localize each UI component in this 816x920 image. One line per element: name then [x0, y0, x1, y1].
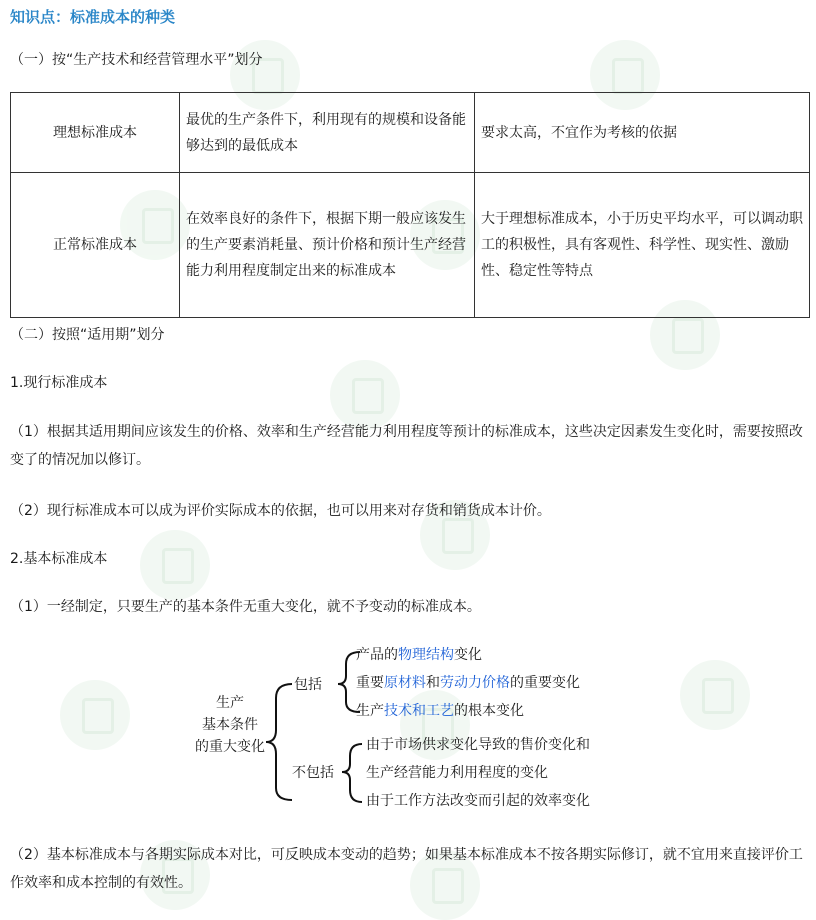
paragraph: （1）一经制定，只要生产的基本条件无重大变化，就不予变动的标准成本。: [10, 599, 481, 615]
item-text: 生产: [356, 703, 384, 719]
item-text: 和: [426, 675, 440, 691]
table-cell-name: 正常标准成本: [11, 173, 180, 318]
section-heading-1: （一）按“生产技术和经营管理水平”划分: [10, 52, 263, 68]
item-highlight: 原材料: [384, 675, 426, 691]
exclude-brace: [342, 744, 362, 802]
item-text: 产品的: [356, 647, 398, 663]
diagram-root-line: 基本条件: [202, 717, 258, 733]
table-cell-name: 理想标准成本: [11, 93, 180, 173]
diagram-root-line: 生产: [216, 695, 244, 711]
item-highlight: 劳动力价格: [440, 675, 510, 691]
exclude-item: 由于工作方法改变而引起的效率变化: [366, 793, 590, 809]
include-item: [356, 699, 524, 723]
include-item: [356, 671, 580, 695]
item-text: 重要: [356, 675, 384, 691]
subheading-basic: 2.基本标准成本: [10, 551, 108, 567]
subheading-current: 1.现行标准成本: [10, 375, 108, 391]
page-title: 知识点：标准成本的种类: [10, 8, 176, 26]
item-highlight: 技术和工艺: [384, 703, 454, 719]
exclude-label: 不包括: [292, 765, 334, 781]
paragraph: （2）现行标准成本可以成为评价实际成本的依据，也可以用来对存货和销货成本计价。: [10, 503, 551, 519]
table-cell-feature: 要求太高，不宜作为考核的依据: [475, 93, 810, 173]
exclude-item: 由于市场供求变化导致的售价变化和: [366, 737, 590, 753]
exclude-item: 生产经营能力利用程度的变化: [366, 765, 548, 781]
section-heading-2: （二）按照“适用期”划分: [10, 327, 165, 343]
include-item: [356, 643, 482, 667]
paragraph: （2）基本标准成本与各期实际成本对比，可反映成本变动的趋势；如果基本标准成本不按各期实际修订，就不宜用来直接评价工作效率和成本控制的有效性。: [10, 847, 803, 891]
include-label: 包括: [294, 677, 322, 693]
item-text: 的重要变化: [510, 675, 580, 691]
item-highlight: 物理结构: [398, 647, 454, 663]
diagram-root-line: 的重大变化: [195, 739, 265, 755]
paragraph: （1）根据其适用期间应该发生的价格、效率和生产经营能力利用程度等预计的标准成本，这些决定因素发生变化时，需要按照改变了的情况加以修订。: [10, 424, 803, 468]
table-cell-definition: 在效率良好的条件下，根据下期一般应该发生的生产要素消耗量、预计价格和预计生产经营能力利用程度制定出来的标准成本: [180, 173, 475, 318]
table-cell-definition: 最优的生产条件下，利用现有的规模和设备能够达到的最低成本: [180, 93, 475, 173]
item-text: 的根本变化: [454, 703, 524, 719]
table-cell-feature: 大于理想标准成本，小于历史平均水平，可以调动职工的积极性，具有客观性、科学性、现实性、激励性、稳定性等特点: [475, 173, 810, 318]
main-brace: [266, 684, 292, 800]
item-text: 变化: [454, 647, 482, 663]
